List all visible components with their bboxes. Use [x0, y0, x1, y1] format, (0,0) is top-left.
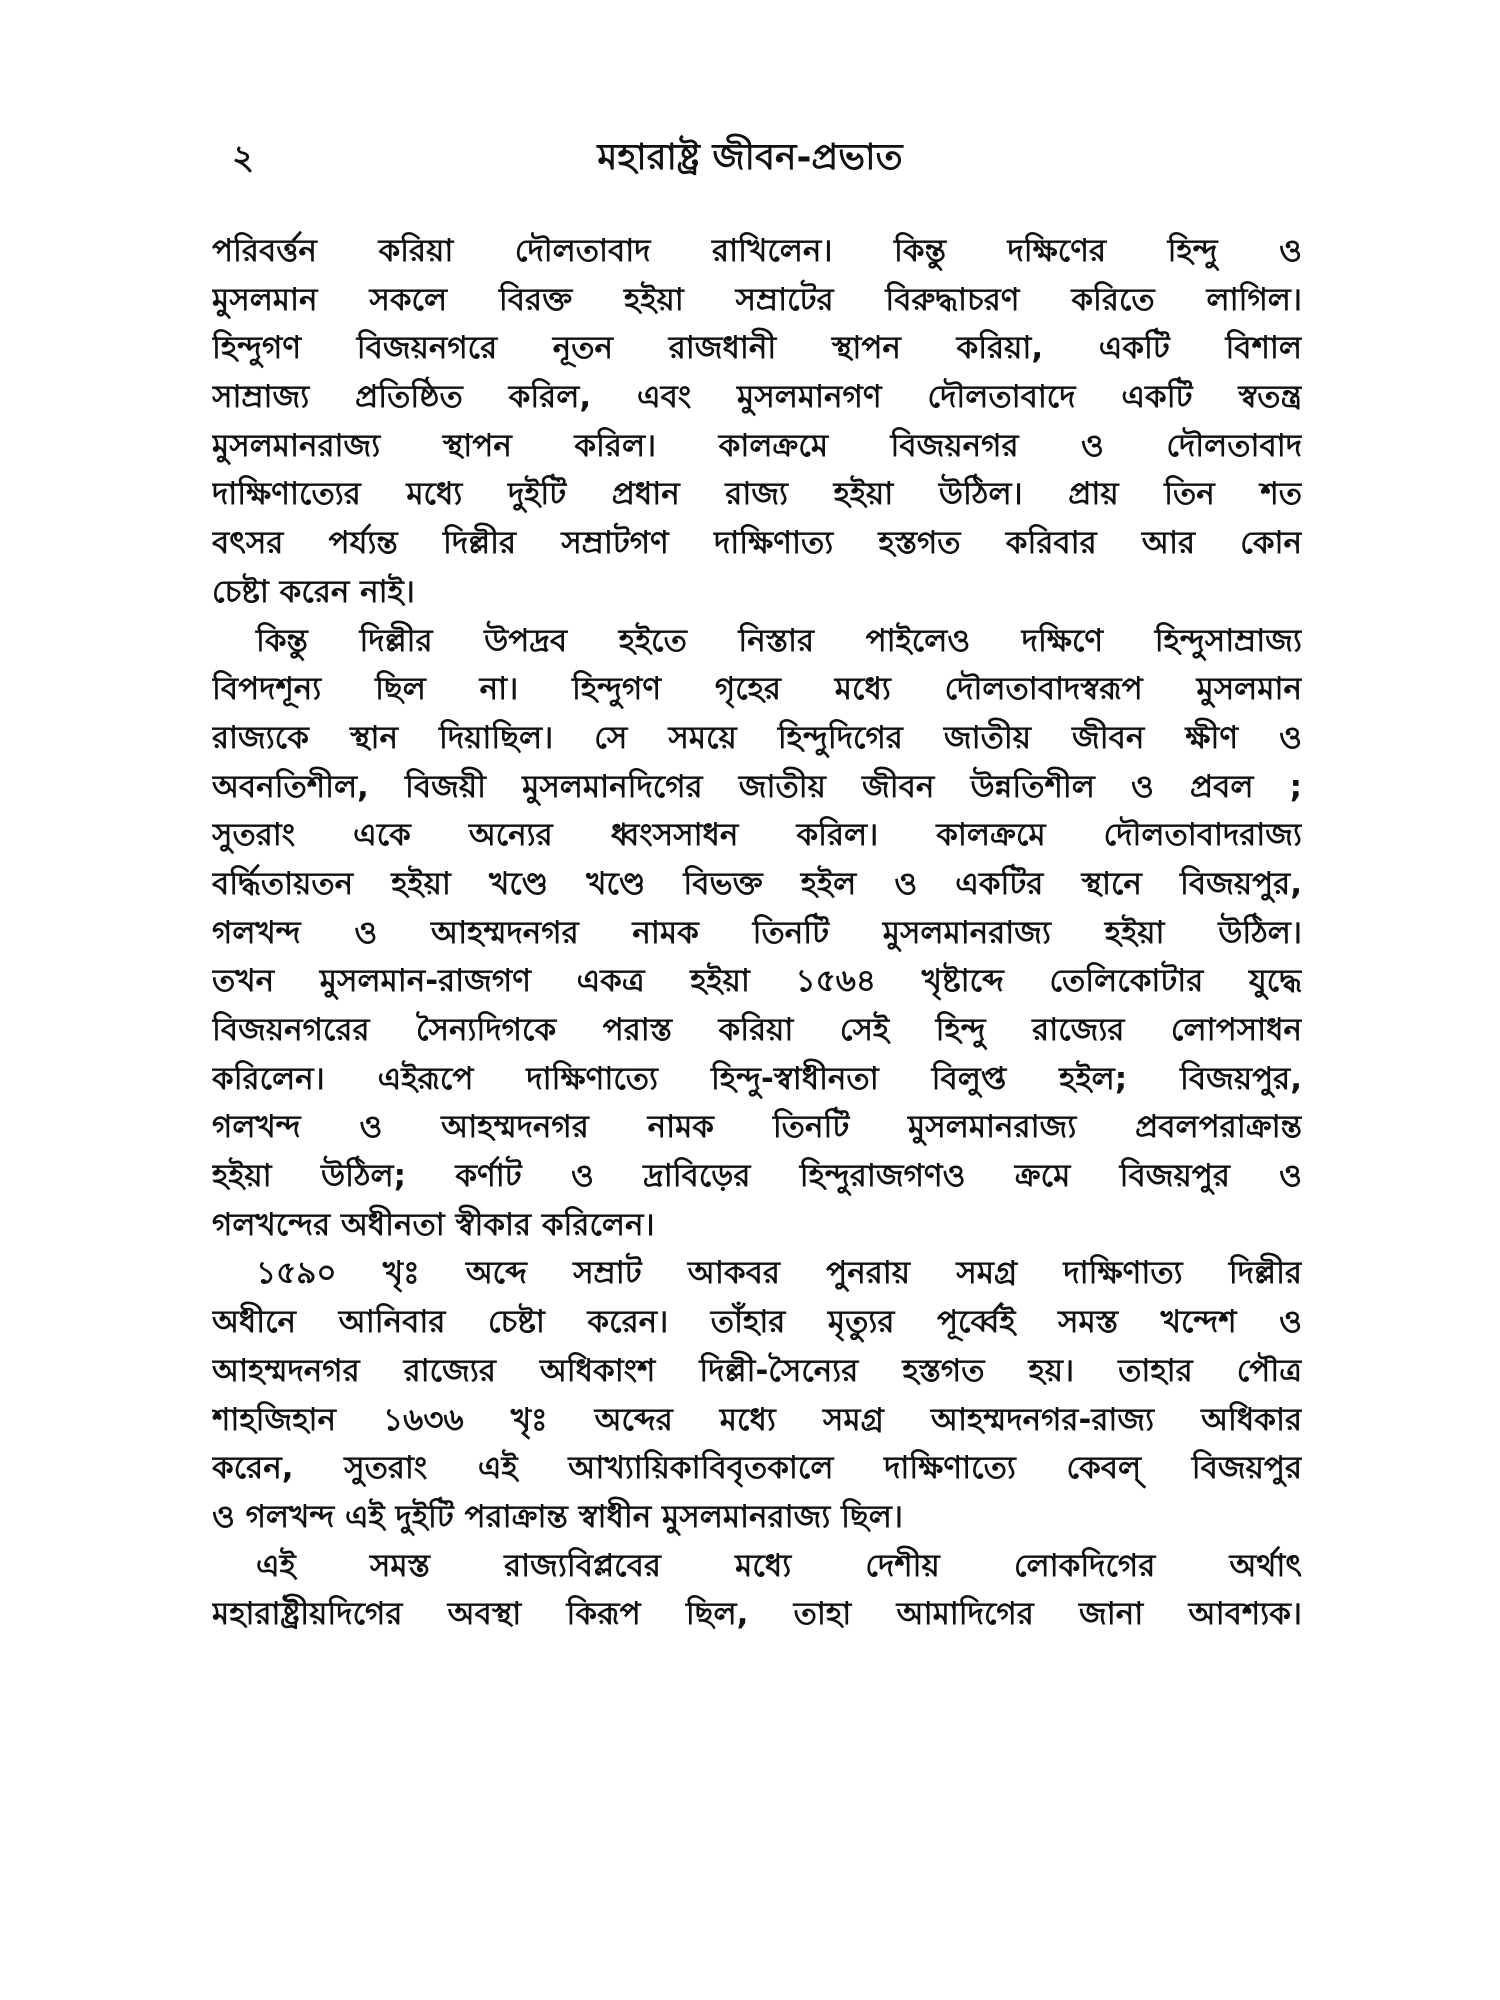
text-line: ও গলখন্দ এই দুইটি পরাক্রান্ত স্বাধীন মুসলমানরাজ্য ছিল।: [212, 1498, 903, 1535]
text-line: সাম্রাজ্য প্রতিষ্ঠিত করিল, এবং মুসলমানগণ দৌলতাবাদে একটি স্বতন্ত্র: [212, 379, 1302, 416]
text-line: তখন মুসলমান-রাজগণ একত্র হইয়া ১৫৬৪ খৃষ্টাব্দে তেলিকোটার যুদ্ধে: [212, 963, 1302, 1000]
text-line: শাহজিহান ১৬৩৬ খৃঃ অব্দের মধ্যে সমগ্র আহম্মদনগর-রাজ্য অধিকার: [212, 1401, 1302, 1438]
text-line: গলখন্দের অধীনতা স্বীকার করিলেন।: [212, 1206, 655, 1243]
text-line: বর্দ্ধিতায়তন হইয়া খণ্ডে খণ্ডে বিভক্ত হইল ও একটির স্থানে বিজয়পুর,: [212, 865, 1302, 902]
text-line: গলখন্দ ও আহম্মদনগর নামক তিনটি মুসলমানরাজ্য হইয়া উঠিল।: [212, 914, 1302, 951]
text-line: কিন্তু দিল্লীর উপদ্রব হইতে নিস্তার পাইলেও দক্ষিণে হিন্দুসাম্রাজ্য: [256, 622, 1302, 659]
text-line: রাজ্যকে স্থান দিয়াছিল। সে সময়ে হিন্দুদিগের জাতীয় জীবন ক্ষীণ ও: [212, 719, 1302, 756]
page-header: [0, 128, 1500, 188]
text-line: এই সমস্ত রাজ্যবিপ্লবের মধ্যে দেশীয় লোকদিগের অর্থাৎ: [256, 1547, 1302, 1584]
text-line: গলখন্দ ও আহম্মদনগর নামক তিনটি মুসলমানরাজ্য প্রবলপরাক্রান্ত: [212, 1109, 1302, 1146]
text-line: করিলেন। এইরূপে দাক্ষিণাত্যে হিন্দু-স্বাধীনতা বিলুপ্ত হইল; বিজয়পুর,: [212, 1060, 1302, 1097]
text-line: হইয়া উঠিল; কর্ণাট ও দ্রাবিড়ের হিন্দুরাজগণও ক্রমে বিজয়পুর ও: [212, 1158, 1302, 1195]
text-line: করেন, সুতরাং এই আখ্যায়িকাবিবৃতকালে দাক্ষিণাত্যে কেবল্ বিজয়পুর: [212, 1450, 1302, 1487]
text-line: মহারাষ্ট্রীয়দিগের অবস্থা কিরূপ ছিল, তাহা আমাদিগের জানা আবশ্যক।: [212, 1596, 1302, 1633]
text-line: চেষ্টা করেন নাই।: [212, 573, 415, 610]
text-line: অবনতিশীল, বিজয়ী মুসলমানদিগের জাতীয় জীবন উন্নতিশীল ও প্রবল ;: [212, 768, 1302, 805]
text-line: বিজয়নগরের সৈন্যদিগকে পরাস্ত করিয়া সেই হিন্দু রাজ্যের লোপসাধন: [212, 1012, 1302, 1048]
running-title: মহারাষ্ট্র জীবন-প্রভাত: [597, 137, 903, 178]
text-line: মুসলমানরাজ্য স্থাপন করিল। কালক্রমে বিজয়নগর ও দৌলতাবাদ: [212, 427, 1302, 464]
text-line: সুতরাং একে অন্যের ধ্বংসসাধন করিল। কালক্রমে দৌলতাবাদরাজ্য: [212, 817, 1302, 854]
text-line: অধীনে আনিবার চেষ্টা করেন। তাঁহার মৃত্যুর পূর্ব্বেই সমস্ত খন্দেশ ও: [212, 1304, 1302, 1341]
text-line: বিপদশূন্য ছিল না। হিন্দুগণ গৃহের মধ্যে দৌলতাবাদস্বরূপ মুসলমান: [212, 671, 1302, 708]
text-line: আহম্মদনগর রাজ্যের অধিকাংশ দিল্লী-সৈন্যের হস্তগত হয়। তাহার পৌত্র: [212, 1352, 1302, 1389]
body-text: [212, 227, 1302, 1639]
text-line: হিন্দুগণ বিজয়নগরে নূতন রাজধানী স্থাপন করিয়া, একটি বিশাল: [212, 330, 1302, 367]
text-line: বৎসর পর্য্যন্ত দিল্লীর সম্রাটগণ দাক্ষিণাত্য হস্তগত করিবার আর কোন: [212, 525, 1302, 562]
text-line: দাক্ষিণাত্যের মধ্যে দুইটি প্রধান রাজ্য হইয়া উঠিল। প্রায় তিন শত: [212, 476, 1302, 513]
text-line: পরিবর্ত্তন করিয়া দৌলতাবাদ রাখিলেন। কিন্তু দক্ষিণের হিন্দু ও: [212, 233, 1302, 269]
text-line: ১৫৯০ খৃঃ অব্দে সম্রাট আকবর পুনরায় সমগ্র দাক্ষিণাত্য দিল্লীর: [256, 1255, 1302, 1292]
page-number: ২: [232, 138, 255, 178]
text-line: মুসলমান সকলে বিরক্ত হইয়া সম্রাটের বিরুদ্ধাচরণ করিতে লাগিল।: [212, 281, 1302, 318]
